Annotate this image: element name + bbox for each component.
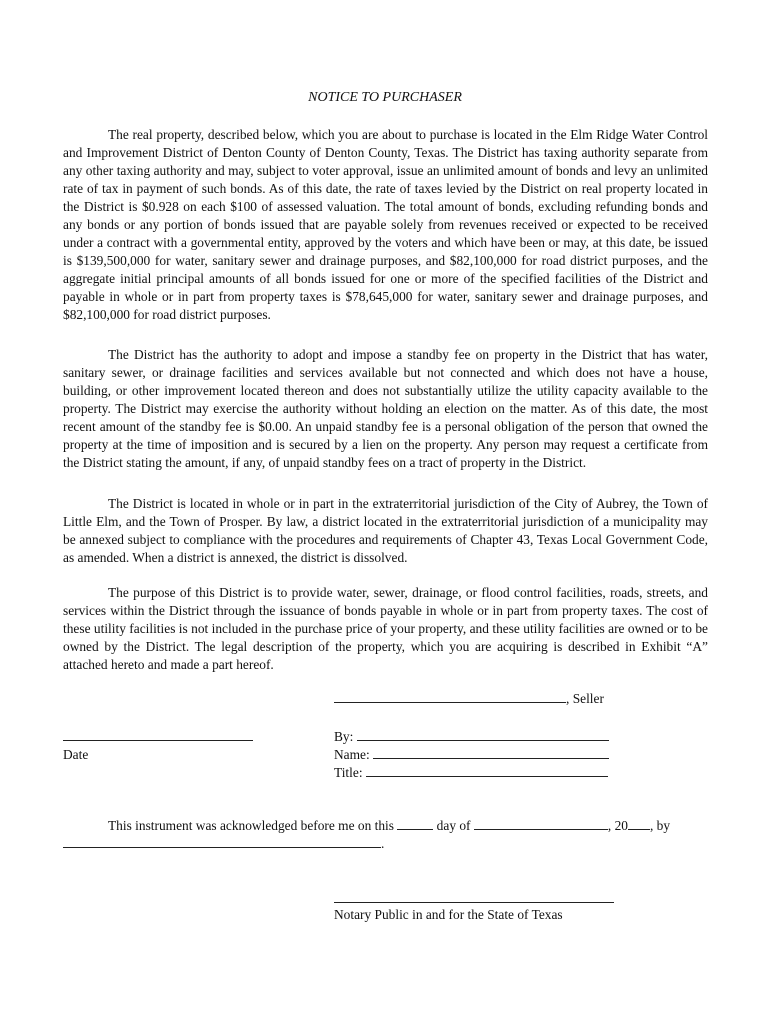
notary-signature-line[interactable] bbox=[334, 890, 614, 903]
by-line[interactable] bbox=[357, 728, 609, 741]
by-label: By: bbox=[334, 729, 357, 744]
ack-end: . bbox=[381, 836, 385, 851]
paragraph-text: The real property, described below, which you are about to purchase is located in the Elm Ridge Water Control and Improvement District of Denton County of Denton County, Texas. The District has taxing authority separate from any other taxing authority and may, subject to voter approval, issue an unlimited amount of bonds and levy an unlimited rate of tax in payment of such bonds. As of this date, the rate of taxes levied by the District on real property located in the District is $0.928 on each $100 of assessed valuation. The total amount of bonds, excluding refunding bonds and any bonds or any portion of bonds issued that are payable solely from revenues received or expected to be received under a contract with a governmental entity, approved by the voters and which have been or may, at this date, be issued is $139,500,000 for water, sanitary sewer and drainage purposes, and $82,100,000 for road district purposes, and the aggregate initial principal amounts of all bonds issued for one or more of the specified facilities of the District and payable in whole or in part from property taxes is $78,645,000 for water, sanitary sewer and drainage purposes, and $82,100,000 for road district purposes. bbox=[63, 127, 708, 322]
acknowledgment-row bbox=[63, 817, 708, 835]
date-line[interactable] bbox=[63, 728, 253, 741]
by-row bbox=[334, 728, 609, 746]
paragraph-text: The purpose of this District is to provide water, sewer, drainage, or flood control facilities, roads, streets, and services within the District through the issuance of bonds payable in whole or in part from property taxes. The cost of these utility facilities is not included in the purchase price of your property, and these utility facilities are owned or to be owned by the District. The legal description of the property, which you are acquiring is described in Exhibit “A” attached hereto and made a part hereof. bbox=[63, 585, 708, 672]
title-row bbox=[334, 764, 608, 782]
date-label: Date bbox=[63, 747, 89, 762]
page-title: NOTICE TO PURCHASER bbox=[308, 90, 462, 105]
notary-label: Notary Public in and for the State of Texas bbox=[334, 907, 563, 922]
ack-text-4: , by bbox=[649, 818, 671, 833]
paragraph-district-purpose bbox=[63, 584, 708, 674]
title-line[interactable] bbox=[366, 764, 608, 777]
acknowledgment-row-2 bbox=[63, 835, 384, 853]
ack-name-line[interactable] bbox=[63, 835, 381, 848]
ack-month-line[interactable] bbox=[474, 817, 608, 830]
seller-signature-line[interactable] bbox=[334, 690, 566, 703]
seller-label: , Seller bbox=[566, 691, 604, 706]
name-row bbox=[334, 746, 609, 764]
paragraph-standby-fee bbox=[63, 346, 708, 472]
ack-text-3: , 20 bbox=[607, 818, 628, 833]
ack-text-1: This instrument was acknowledged before me on this bbox=[108, 818, 398, 833]
paragraph-text: The District has the authority to adopt and impose a standby fee on property in the District that has water, sanitary sewer, or drainage facilities and services available but not connected and which does not have a house, building, or other improvement located thereon and does not substantially utilize the utility capacity available to the property. The District may exercise the authority without holding an election on the matter. As of this date, the most recent amount of the standby fee is $0.00. An unpaid standby fee is a personal obligation of the person that owned the property at the time of imposition and is secured by a lien on the property. Any person may request a certificate from the District stating the amount, if any, of unpaid standby fees on a tract of property in the District. bbox=[63, 347, 708, 470]
name-line[interactable] bbox=[373, 746, 609, 759]
ack-year-line[interactable] bbox=[628, 817, 650, 830]
paragraph-annexation bbox=[63, 495, 708, 567]
title-label: Title: bbox=[334, 765, 366, 780]
ack-day-line[interactable] bbox=[397, 817, 433, 830]
paragraph-text: The District is located in whole or in part in the extraterritorial jurisdiction of the City of Aubrey, the Town of Little Elm, and the Town of Prosper. By law, a district located in the extraterritorial jurisdiction of a municipality may be annexed subject to compliance with the procedures and requirements of Chapter 43, Texas Local Government Code, as amended. When a district is annexed, the district is dissolved. bbox=[63, 496, 708, 565]
name-label: Name: bbox=[334, 747, 374, 762]
seller-signature-row bbox=[334, 690, 604, 708]
ack-text-2: day of bbox=[433, 818, 474, 833]
date-row bbox=[63, 728, 253, 746]
paragraph-district-taxes bbox=[63, 126, 708, 324]
